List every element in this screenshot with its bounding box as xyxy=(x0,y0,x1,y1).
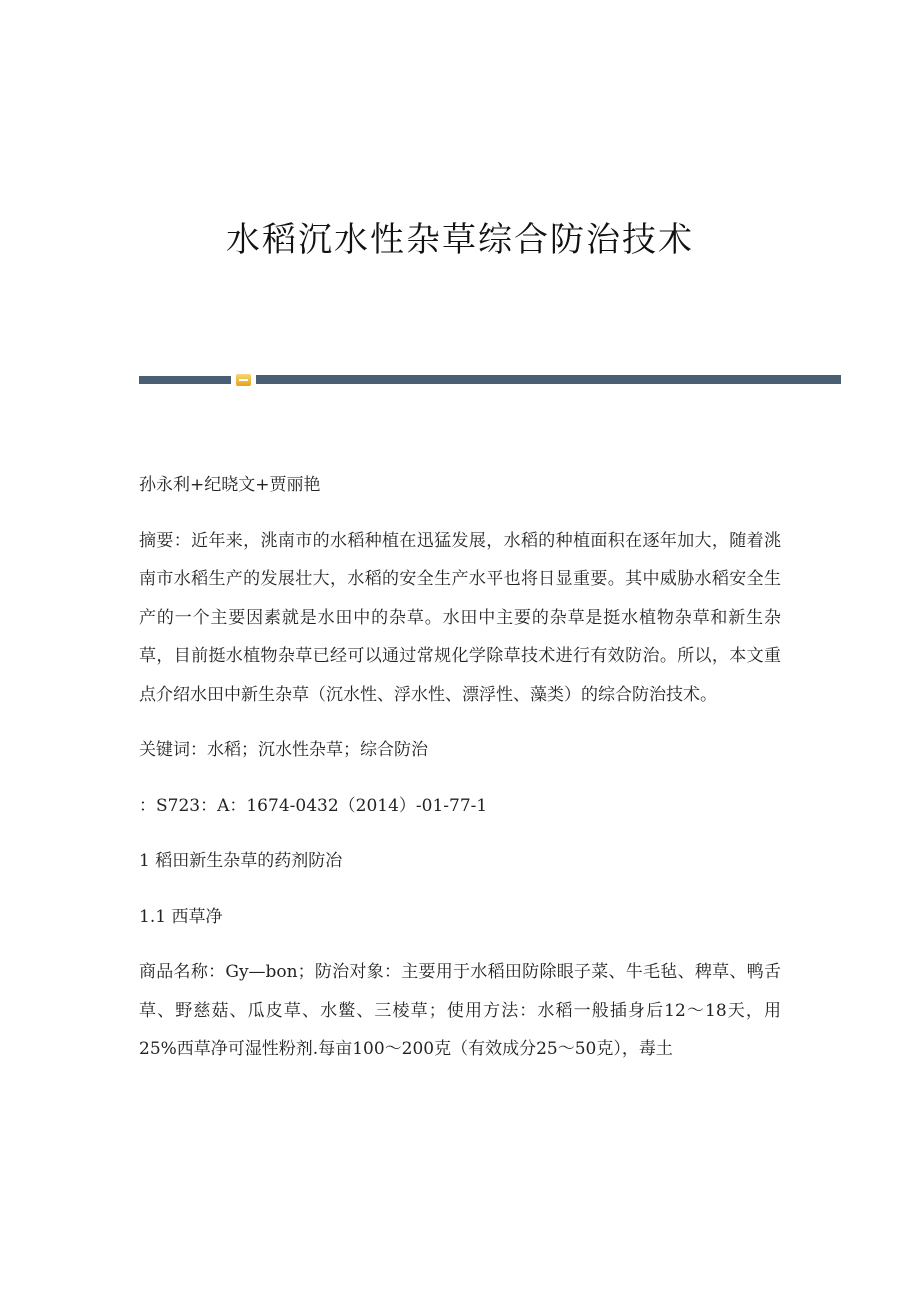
document-body xyxy=(139,466,781,1069)
keywords: 关键词：水稻；沉水性杂草；综合防治 xyxy=(139,740,428,760)
section-heading-1: 1 稻田新生杂草的药剂防冶 xyxy=(139,851,343,871)
abstract: 摘要：近年来，洮南市的水稻种植在迅猛发展，水稻的种植面积在逐年加大，随着洮南市水稻生产的发展壮大，水稻的安全生产水平也将日显重要。其中威胁水稻安全生产的一个主要因素就是水田中的杂草。水田中主要的杂草是挺水植物杂草和新生杂草，目前挺水植物杂草已经可以通过常规化学除草技术进行有效防治。所以，本文重点介绍水田中新生杂草（沉水性、浮水性、漂浮性、藻类）的综合防治技术。 xyxy=(139,530,781,705)
authors: 孙永利+纪晓文+贾丽艳 xyxy=(139,475,321,495)
body-paragraph: 商品名称：Gy—bon；防治对象：主要用于水稻田防除眼子菜、牛毛毡、稗草、鸭舌草、野慈菇、瓜皮草、水鳖、三棱草；使用方法：水稻一般插身后12～18天，用25%西草净可湿性粉剂.每亩100～200克（有效成分25～50克），毒土 xyxy=(139,962,781,1059)
document-title: 水稻沉水性杂草综合防治技术 xyxy=(226,220,694,260)
classification-code: ：S723：A：1674-0432（2014）-01-77-1 xyxy=(139,795,488,816)
divider-ornament-icon xyxy=(236,374,251,386)
title-divider xyxy=(139,374,841,386)
divider-bar-left xyxy=(139,376,231,384)
divider-bar-right xyxy=(256,375,841,384)
section-heading-1-1: 1.1 西草净 xyxy=(139,906,223,927)
